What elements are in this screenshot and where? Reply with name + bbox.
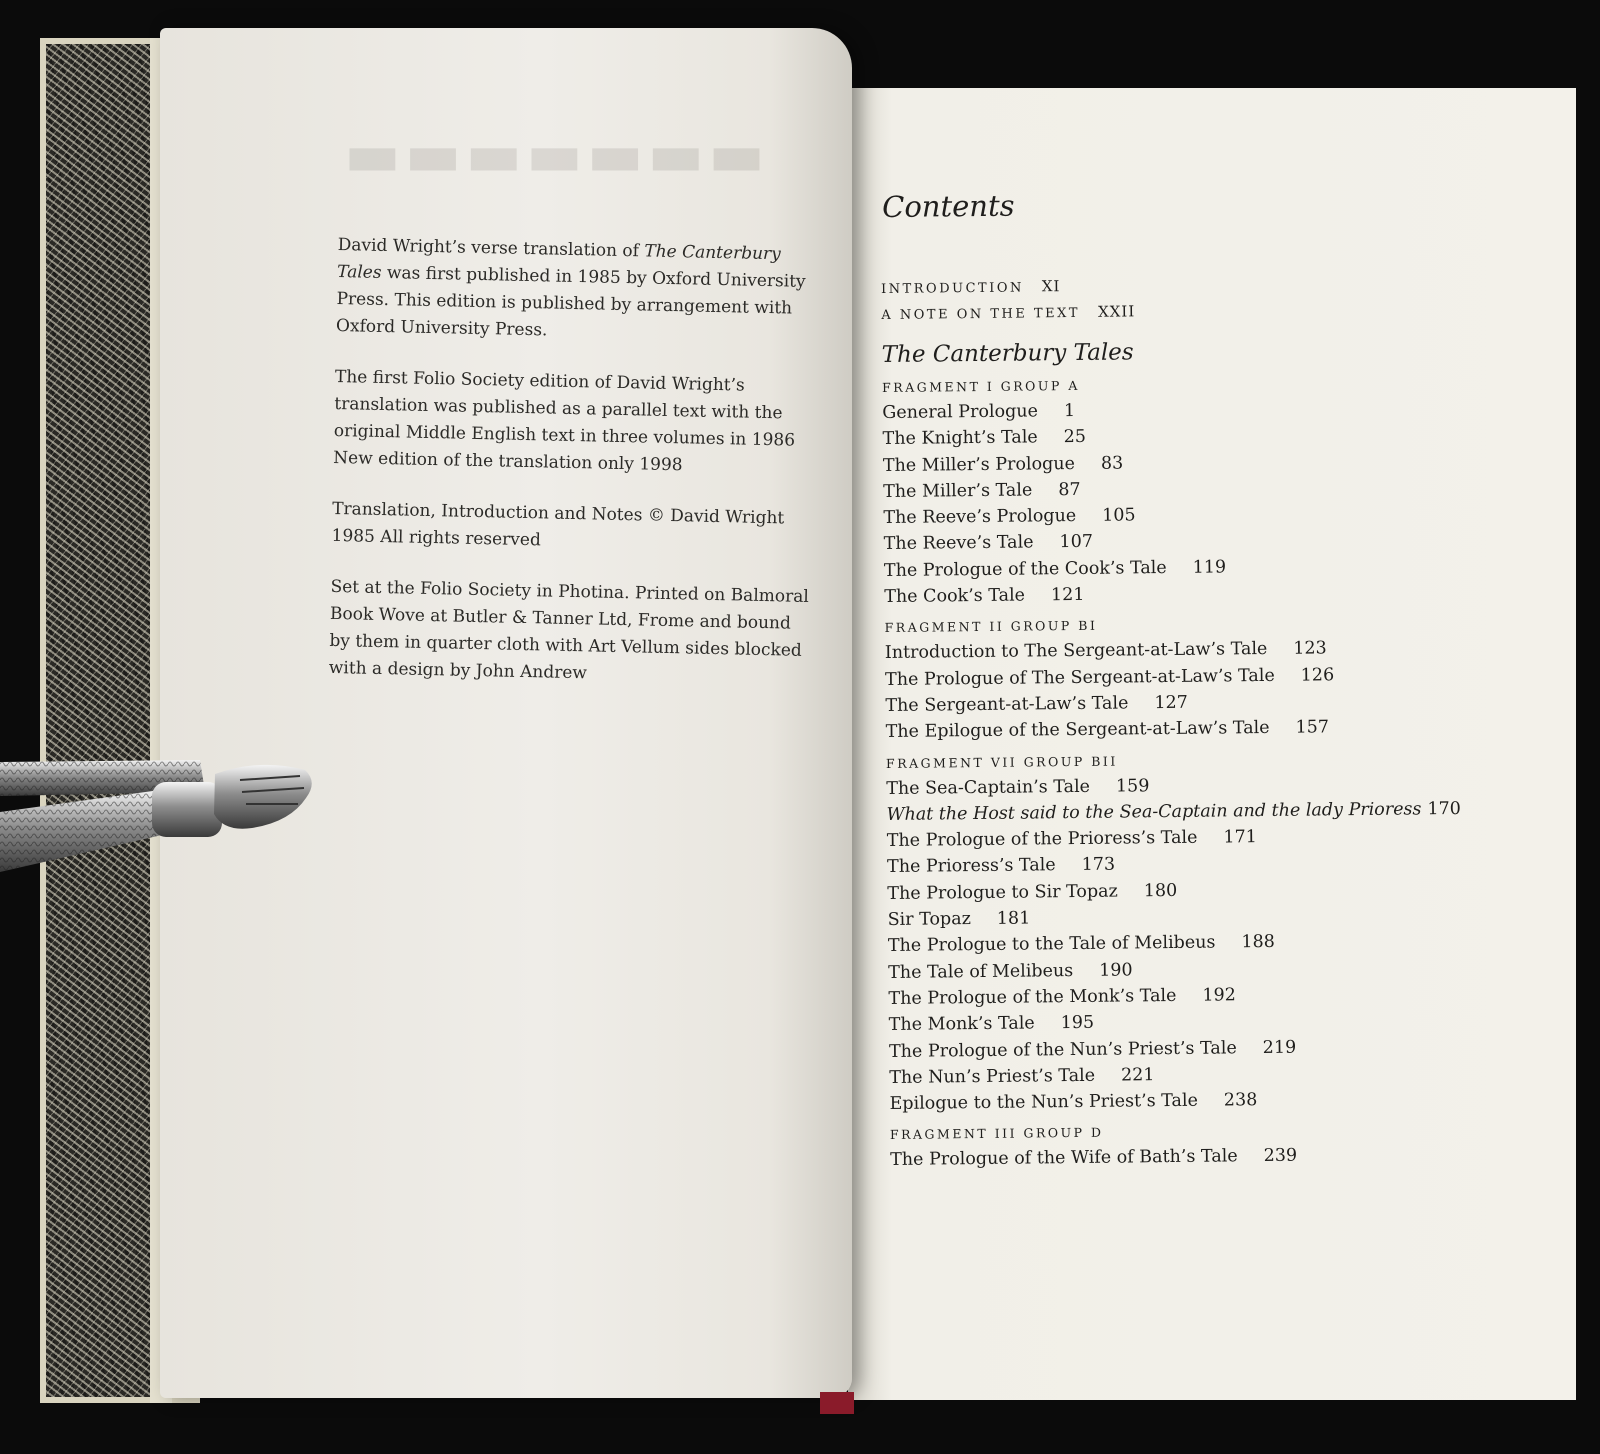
page-number: 159 [1115,775,1150,797]
entry-title: The Prologue to Sir Topaz [887,881,1118,904]
front-matter-label: INTRODUCTION [880,280,1024,297]
contents-title: Contents [881,188,1015,224]
page-number: 170 [1427,798,1461,820]
page-number: 188 [1241,932,1275,953]
imprint-paragraph-3: Translation, Introduction and Notes © David Wright 1985 All rights reserved [331,498,785,551]
entry-title: The Nun’s Priest’s Tale [889,1065,1096,1088]
entry-title: The Prologue of the Wife of Bath’s Tale [890,1146,1238,1171]
page-number: 105 [1102,505,1136,526]
page-number: 121 [1050,584,1085,606]
imprint-paragraph-4: Set at the Folio Society in Photina. Printed on Balmoral Book Wove at Butler & Tanner Ltd, Frome and bound by them in quarter cloth with Art Vellum sides blocked with a design by John Andrew [328,576,809,684]
fragment-heading: FRAGMENT III GROUP D [889,1125,1104,1143]
page-number: XXII [1097,302,1136,321]
page-number: 221 [1120,1065,1155,1086]
entry-title: Sir Topaz [887,909,971,931]
entry-title: The Knight’s Tale [882,427,1038,450]
page-number: 107 [1059,532,1094,553]
imprint-paragraph-1: David Wright’s verse translation of The Canterbury Tales was first published in 1985 by Oxford University Press. This edition is published by arrangement with Oxford University Press. [335,234,806,341]
entry-title: The Prologue of the Monk’s Tale [888,985,1177,1009]
page-number: 173 [1081,855,1116,876]
entry-title: The Tale of Melibeus [888,960,1074,983]
entry-title: General Prologue [882,401,1038,423]
fragment-heading: FRAGMENT VII GROUP BII [885,753,1118,771]
fragments-list [882,371,1530,1173]
page-number: 83 [1100,453,1124,474]
entry-title: The Reeve’s Prologue [883,506,1077,529]
entry-title: What the Host said to the Sea-Captain and the lady Prioress [886,799,1422,825]
page-number: 238 [1223,1090,1258,1111]
book-title: The Canterbury Tales [881,339,1134,368]
front-matter-label: A NOTE ON THE TEXT [881,305,1081,323]
page-number: 25 [1063,427,1087,448]
page-number: 1 [1063,400,1076,422]
fragment-heading: FRAGMENT I GROUP A [881,377,1080,395]
contents-entry [889,1084,1529,1117]
entry-title: The Prologue of the Nun’s Priest’s Tale [888,1037,1237,1062]
entry-title: The Prologue to the Tale of Melibeus [887,932,1216,957]
entry-title: The Sea-Captain’s Tale [886,776,1091,799]
copyright-imprint [328,232,818,716]
fragment-heading: FRAGMENT II GROUP BI [884,618,1098,636]
entry-title: The Epilogue of the Sergeant-at-Law’s Tale [885,718,1270,743]
entry-title: The Prologue of The Sergeant-at-Law’s Tale [885,665,1275,690]
entry-title: The Miller’s Tale [883,480,1033,502]
contents-page [880,183,1530,1173]
page-number: 219 [1262,1037,1297,1058]
imprint-paragraph-2: The first Folio Society edition of David Wright’s translation was published as a parallel text with the original Middle English text in three volumes in 1986 New edition of the translation only 1998 [333,366,796,476]
page-number: 190 [1099,960,1133,981]
page-number: 157 [1295,717,1330,738]
front-matter-item [881,295,1521,328]
entry-title: The Prologue of the Prioress’s Tale [886,827,1198,852]
page-number: 123 [1293,638,1327,660]
entry-title: The Prologue of the Cook’s Tale [883,557,1167,581]
page-number: 126 [1300,664,1335,686]
contents-entry [886,713,1526,746]
contents-entry [884,577,1524,610]
entry-title: The Monk’s Tale [888,1013,1035,1036]
entry-title: Epilogue to the Nun’s Priest’s Tale [889,1090,1198,1115]
page-number: 181 [996,908,1031,929]
show-through-marks: ▬▬▬▬▬▬▬ [340,120,765,190]
entry-title: The Prioress’s Tale [886,855,1056,878]
page-number: 180 [1143,880,1178,902]
page-number: 192 [1202,985,1236,1006]
front-matter-list [881,269,1522,328]
page-number: 119 [1192,557,1227,578]
entry-title: The Miller’s Prologue [882,453,1076,476]
entry-title: The Cook’s Tale [884,585,1026,608]
ribbon-bookmark [820,1392,854,1414]
page-number: XI [1041,277,1061,296]
page-number: 239 [1263,1146,1298,1167]
entry-title: Introduction to The Sergeant-at-Law’s Tale [884,639,1268,664]
page-number: 87 [1058,479,1081,501]
entry-title: The Reeve’s Tale [883,532,1034,555]
hand-bookmark-clip [0,752,330,882]
page-number: 171 [1223,827,1257,848]
page-number: 127 [1154,692,1188,714]
entry-title: The Sergeant-at-Law’s Tale [885,693,1129,716]
page-number: 195 [1060,1013,1095,1034]
